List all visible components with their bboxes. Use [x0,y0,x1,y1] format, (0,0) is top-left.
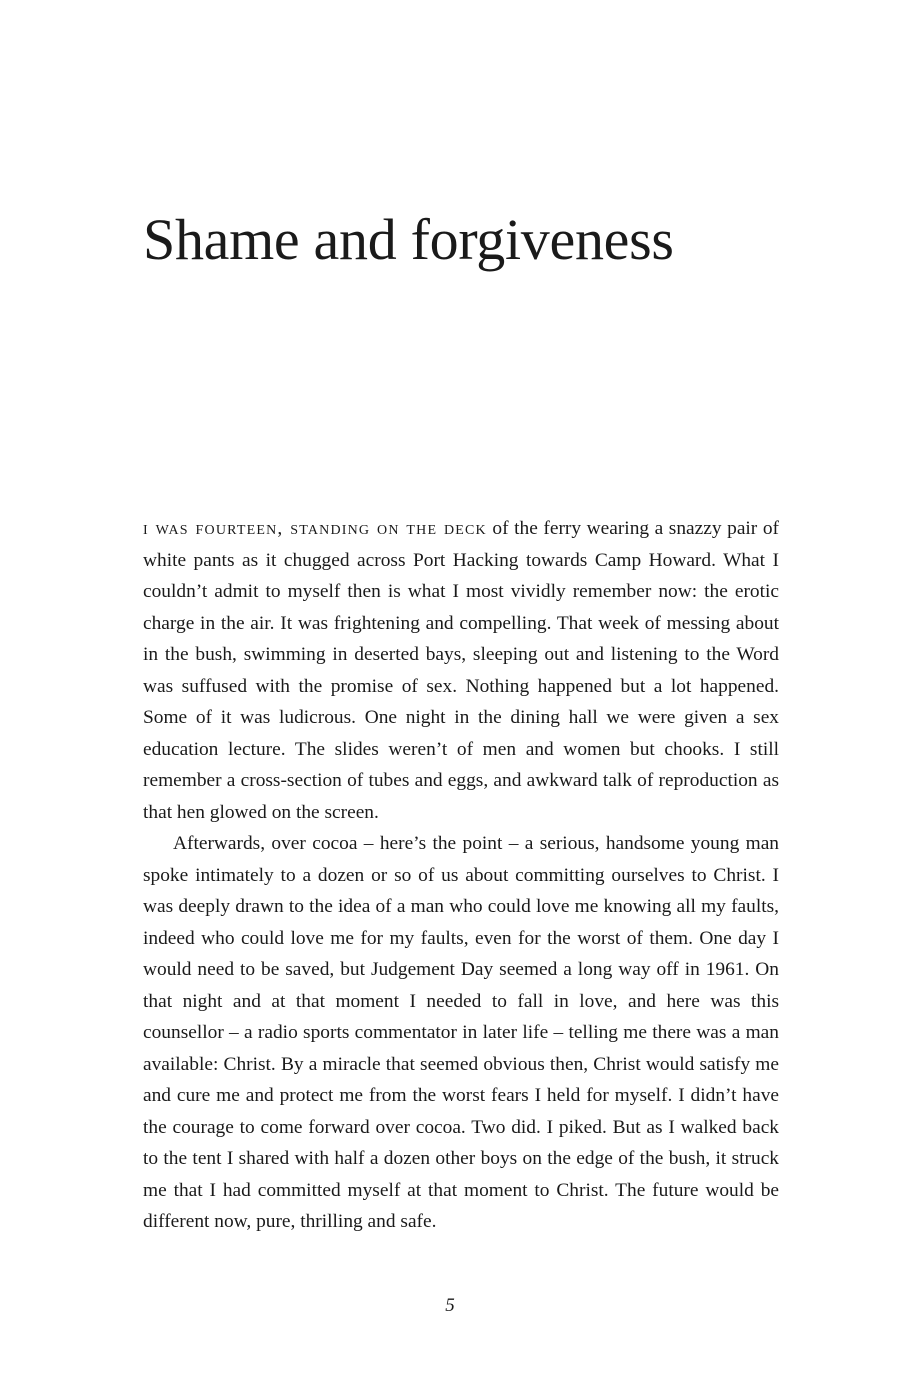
paragraph-1-text: of the ferry wearing a snazzy pair of white pants as it chugged across Port Hacking towards Camp Howard. What I couldn’t admit to myself then is what I most vividly remember now: the erotic charge in the air. It was frightening and compelling. That week of messing about in the bush, swimming in deserted bays, sleeping out and listening to the Word was suffused with the promise of sex. Nothing happened but a lot happened. Some of it was ludicrous. One night in the dining hall we were given a sex education lecture. The slides weren’t of men and women but chooks. I still remember a cross-section of tubes and eggs, and awkward talk of reproduction as that hen glowed on the screen. [143,518,779,823]
chapter-body [143,513,779,1238]
paragraph-2-text: Afterwards, over cocoa – here’s the point – a serious, handsome young man spoke intimately to a dozen or so of us about committing ourselves to Christ. I was deeply drawn to the idea of a man who could love me knowing all my faults, indeed who could love me for my faults, even for the worst of them. One day I would need to be saved, but Judgement Day seemed a long way off in 1961. On that night and at that moment I needed to fall in love, and here was this counsellor – a radio sports commentator in later life – telling me there was a man available: Christ. By a miracle that seemed obvious then, Christ would satisfy me and cure me and protect me from the worst fears I held for myself. I didn’t have the courage to come forward over cocoa. Two did. I piked. But as I walked back to the tent I shared with half a dozen other boys on the edge of the bush, it struck me that I had committed myself at that moment to Christ. The future would be different now, pure, thrilling and safe. [143,833,779,1232]
chapter-title: Shame and forgiveness [143,207,674,272]
paragraph-1 [143,513,779,828]
paragraph-2 [143,828,779,1238]
page-number: 5 [445,1295,455,1316]
paragraph-lead-in: i was fourteen, standing on the deck [143,518,487,539]
